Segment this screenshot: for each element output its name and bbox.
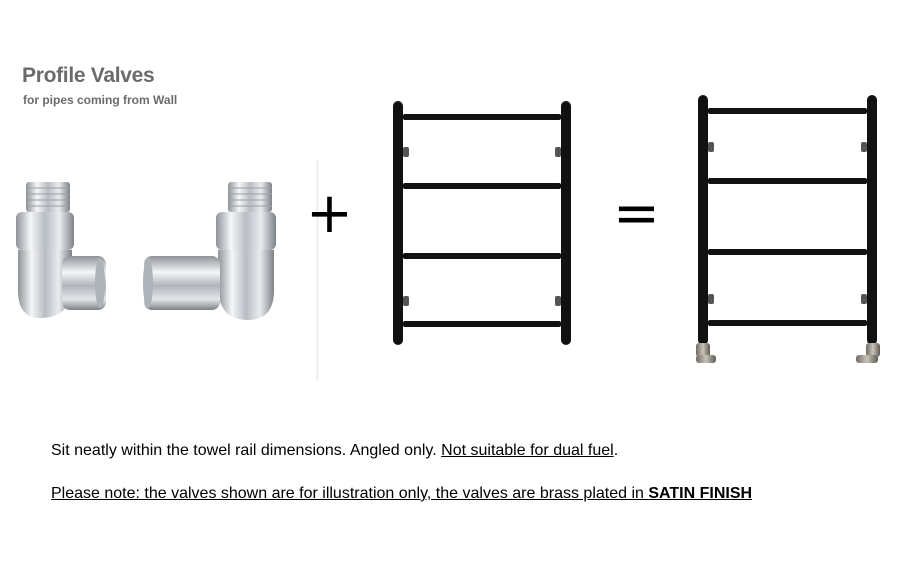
page-subtitle: for pipes coming from Wall bbox=[23, 93, 178, 107]
dual-fuel-warning: Not suitable for dual fuel bbox=[441, 442, 614, 459]
dimensions-note-text: Sit neatly within the towel rail dimensions. Angled only. bbox=[51, 442, 442, 459]
page-title: Profile Valves bbox=[22, 64, 155, 87]
equals-sign: = bbox=[613, 181, 660, 246]
finish-note-text: Please note: the valves shown are for illustration only, the valves are brass plated in bbox=[51, 485, 649, 502]
fitted-valve-right-icon bbox=[856, 343, 880, 363]
dimensions-note-end: . bbox=[613, 442, 619, 459]
finish-note bbox=[51, 485, 752, 503]
dimensions-note bbox=[51, 442, 618, 460]
fitted-valve-left-icon bbox=[696, 343, 716, 363]
satin-finish-label: SATIN FINISH bbox=[648, 485, 753, 502]
plus-sign: + bbox=[306, 181, 353, 246]
